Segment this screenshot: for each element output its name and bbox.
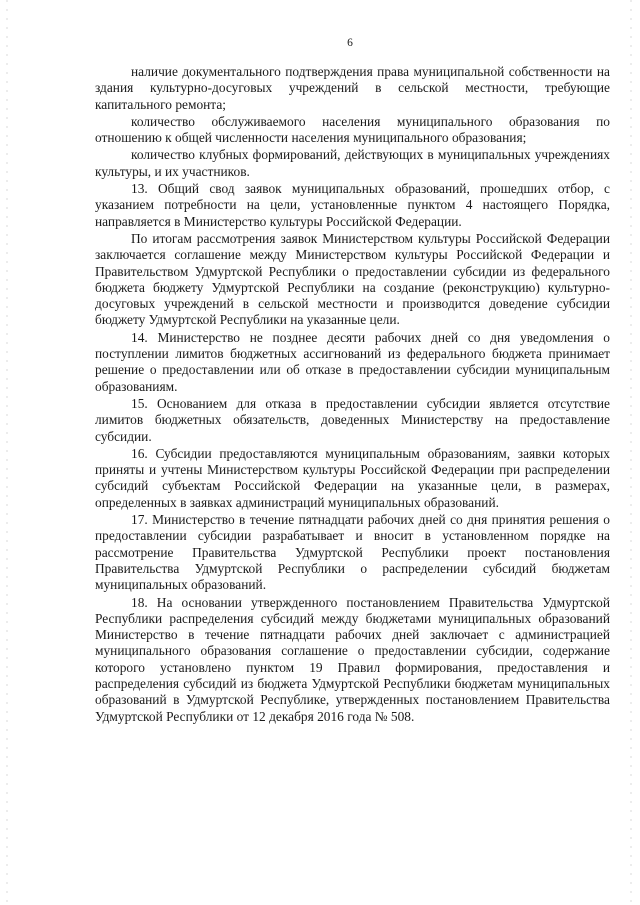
scan-edge-left (6, 0, 8, 905)
paragraph: По итогам рассмотрения заявок Министерством культуры Российской Федерации заключается соглашение между Министерством культуры Российской Федерации и Правительством Удмуртской Республики о предоставлении субсидии из федерального бюджета бюджету Удмуртской Республики на создание (реконструкцию) культурно-досуговых учреждений в сельской местности и производится доведение субсидии бюджету Удмуртской Республики на указанные цели. (95, 230, 610, 328)
page-number: 6 (347, 37, 353, 49)
document-body (95, 64, 610, 726)
paragraph: количество клубных формирований, действующих в муниципальных учреждениях культуры, и их участников. (95, 147, 610, 179)
paragraph: 14. Министерство не позднее десяти рабочих дней со дня уведомления о поступлении лимитов бюджетных ассигнований из федерального бюджета принимает решение о предоставлении или об отказе в предоставлении субсидии муниципальным образованиям. (95, 329, 610, 394)
paragraph: наличие документального подтверждения права муниципальной собственности на здания культурно-досуговых учреждений в сельской местности, требующие капитального ремонта; (95, 64, 610, 112)
paragraph: 18. На основании утвержденного постановлением Правительства Удмуртской Республики распределения субсидий между бюджетами муниципальных образований Министерство в течение пятнадцати рабочих дней заключает с администрацией муниципального образования соглашение о предоставлении субсидии, содержание которого установлено пунктом 19 Правил формирования, предоставления и распределения субсидий из бюджета Удмуртской Республики бюджетам муниципальных образований в Удмуртской Республике, утвержденных постановлением Правительства Удмуртской Республики от 12 декабря 2016 года № 508. (95, 594, 610, 724)
paragraph: 13. Общий свод заявок муниципальных образований, прошедших отбор, с указанием потребности на цели, установленные пунктом 4 настоящего Порядка, направляется в Министерство культуры Российской Федерации. (95, 181, 610, 229)
paragraph: количество обслуживаемого населения муниципального образования по отношению к общей численности населения муниципального образования; (95, 113, 610, 146)
paragraph: 17. Министерство в течение пятнадцати рабочих дней со дня принятия решения о предоставлении субсидии разрабатывает и вносит в установленном порядке на рассмотрение Правительства Удмуртской Республики проект постановления Правительства Удмуртской Республики о распределении субсидий бюджетам муниципальных образований. (95, 512, 610, 593)
paragraph: 15. Основанием для отказа в предоставлении субсидии является отсутствие лимитов бюджетных обязательств, доведенных Министерству на предоставление субсидии. (95, 395, 610, 444)
scan-edge-right (630, 0, 632, 905)
paragraph: 16. Субсидии предоставляются муниципальным образованиям, заявки которых приняты и учтены Министерством культуры Российской Федерации при распределении субсидий субъектам Российской Федерации на указанные цели, в размерах, определенных в заявках администраций муниципальных образований. (95, 445, 610, 510)
